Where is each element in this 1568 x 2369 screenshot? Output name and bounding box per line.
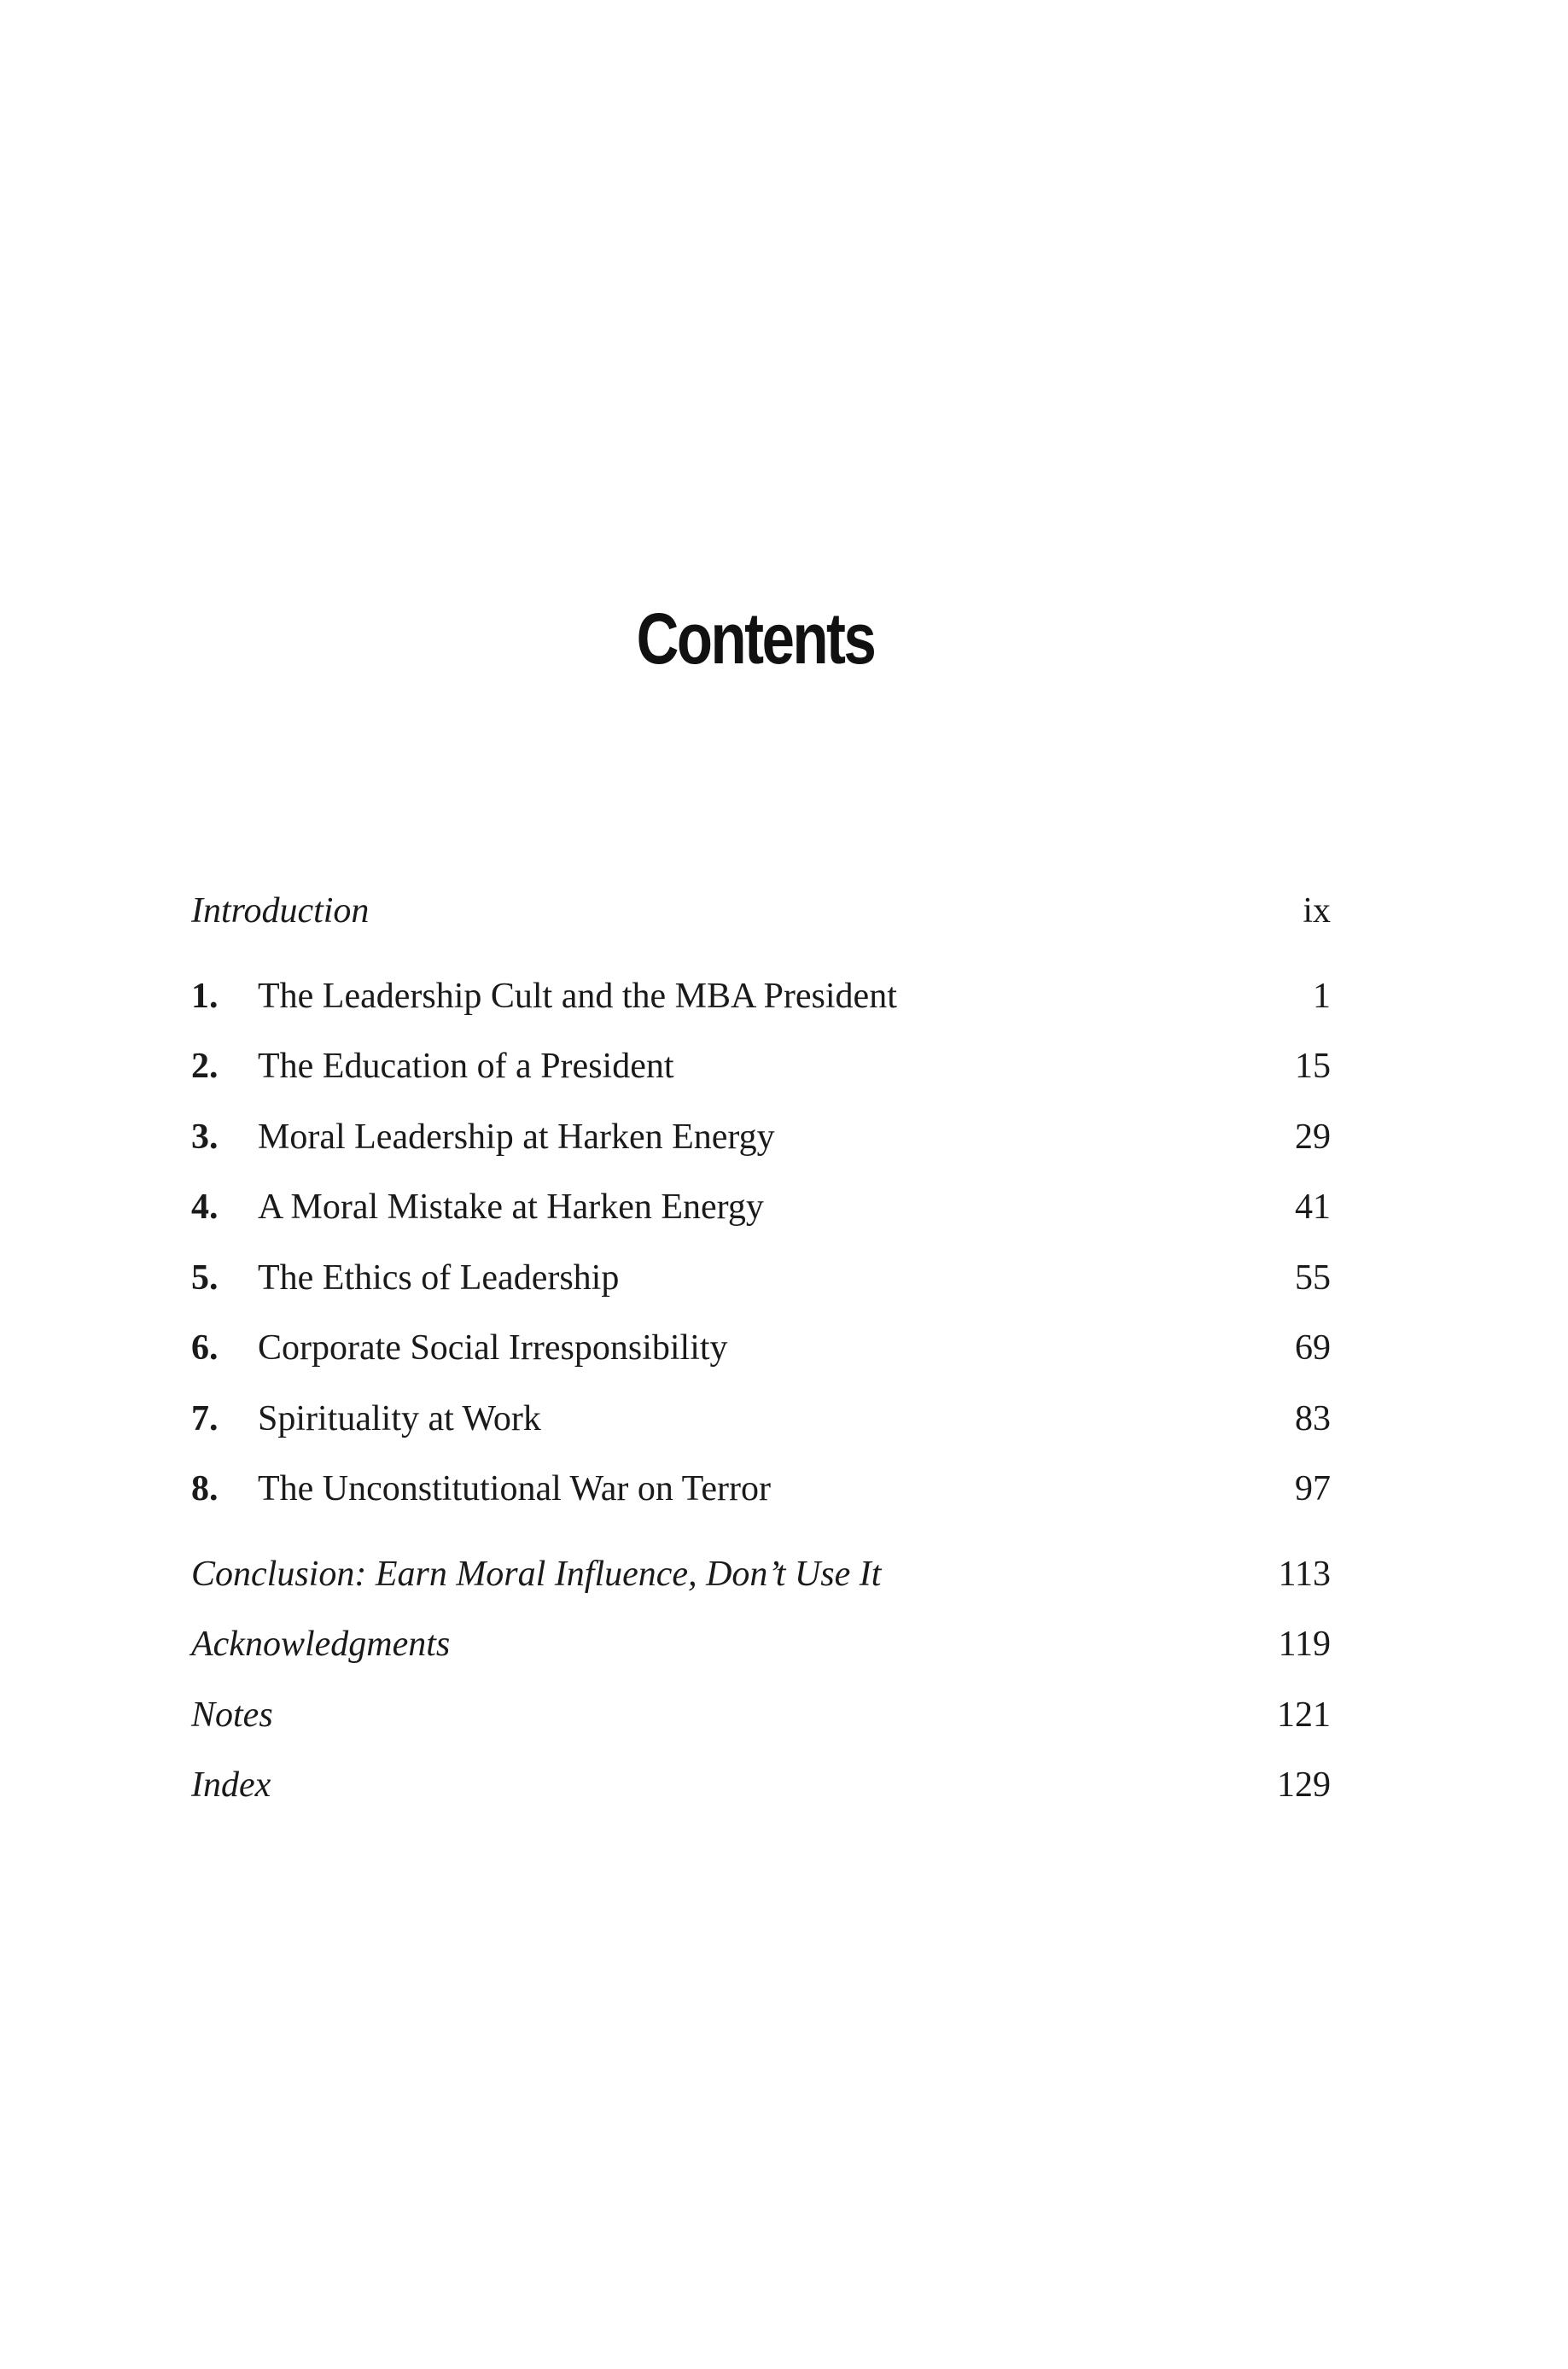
- entry-page-number: 97: [1295, 1469, 1331, 1508]
- toc-entry-chapter-3: [191, 1102, 1331, 1173]
- toc-entry-chapter-1: [191, 961, 1331, 1032]
- entry-label: Index: [191, 1765, 271, 1805]
- entry-page-number: 1: [1313, 976, 1331, 1016]
- chapter-number: 8.: [191, 1469, 219, 1508]
- toc-entry-chapter-2: [191, 1031, 1331, 1102]
- chapter-number: 2.: [191, 1047, 219, 1086]
- chapter-number: 6.: [191, 1328, 219, 1368]
- entry-page-number: 83: [1295, 1398, 1331, 1438]
- table-of-contents: [191, 876, 1331, 1821]
- toc-entry-introduction: [191, 876, 1331, 947]
- toc-entry-chapter-7: [191, 1384, 1331, 1455]
- entry-page-number: 15: [1295, 1047, 1331, 1086]
- chapter-number: 7.: [191, 1398, 219, 1438]
- chapter-number: 4.: [191, 1187, 219, 1227]
- toc-entry-conclusion: [191, 1539, 1331, 1610]
- entry-label: A Moral Mistake at Harken Energy: [258, 1187, 764, 1227]
- entry-page-number: 29: [1295, 1117, 1331, 1157]
- entry-label: Introduction: [191, 891, 370, 931]
- entry-page-number: 55: [1295, 1257, 1331, 1298]
- entry-label: Corporate Social Irresponsibility: [258, 1328, 728, 1368]
- entry-page-number: 129: [1277, 1765, 1331, 1805]
- chapter-number: 5.: [191, 1257, 219, 1298]
- entry-label: The Unconstitutional War on Terror: [258, 1469, 771, 1508]
- chapter-number: 3.: [191, 1117, 219, 1157]
- entry-label: The Ethics of Leadership: [258, 1257, 620, 1298]
- entry-label: Acknowledgments: [191, 1625, 451, 1664]
- entry-page-number: 41: [1295, 1187, 1331, 1227]
- toc-entry-chapter-8: [191, 1454, 1331, 1525]
- section-spacer: [191, 1525, 1331, 1539]
- entry-label: Moral Leadership at Harken Energy: [258, 1117, 775, 1157]
- toc-entry-notes: [191, 1680, 1331, 1751]
- entry-label: Spirituality at Work: [258, 1398, 541, 1438]
- entry-page-number: 113: [1278, 1554, 1331, 1594]
- toc-entry-acknowledgments: [191, 1609, 1331, 1680]
- toc-entry-chapter-5: [191, 1243, 1331, 1314]
- page-title: Contents: [636, 598, 875, 679]
- entry-label: Conclusion: Earn Moral Influence, Don’t Use It: [191, 1554, 882, 1594]
- entry-label: Notes: [191, 1695, 273, 1735]
- entry-page-number: 69: [1295, 1328, 1331, 1368]
- toc-entry-index: [191, 1750, 1331, 1821]
- toc-entry-chapter-4: [191, 1172, 1331, 1243]
- entry-label: The Leadership Cult and the MBA President: [258, 976, 897, 1016]
- chapter-number: 1.: [191, 976, 219, 1016]
- section-spacer: [191, 947, 1331, 961]
- entry-page-number: 121: [1277, 1695, 1331, 1735]
- entry-page-number: ix: [1303, 891, 1331, 931]
- entry-page-number: 119: [1278, 1625, 1331, 1664]
- toc-entry-chapter-6: [191, 1313, 1331, 1384]
- entry-label: The Education of a President: [258, 1047, 674, 1086]
